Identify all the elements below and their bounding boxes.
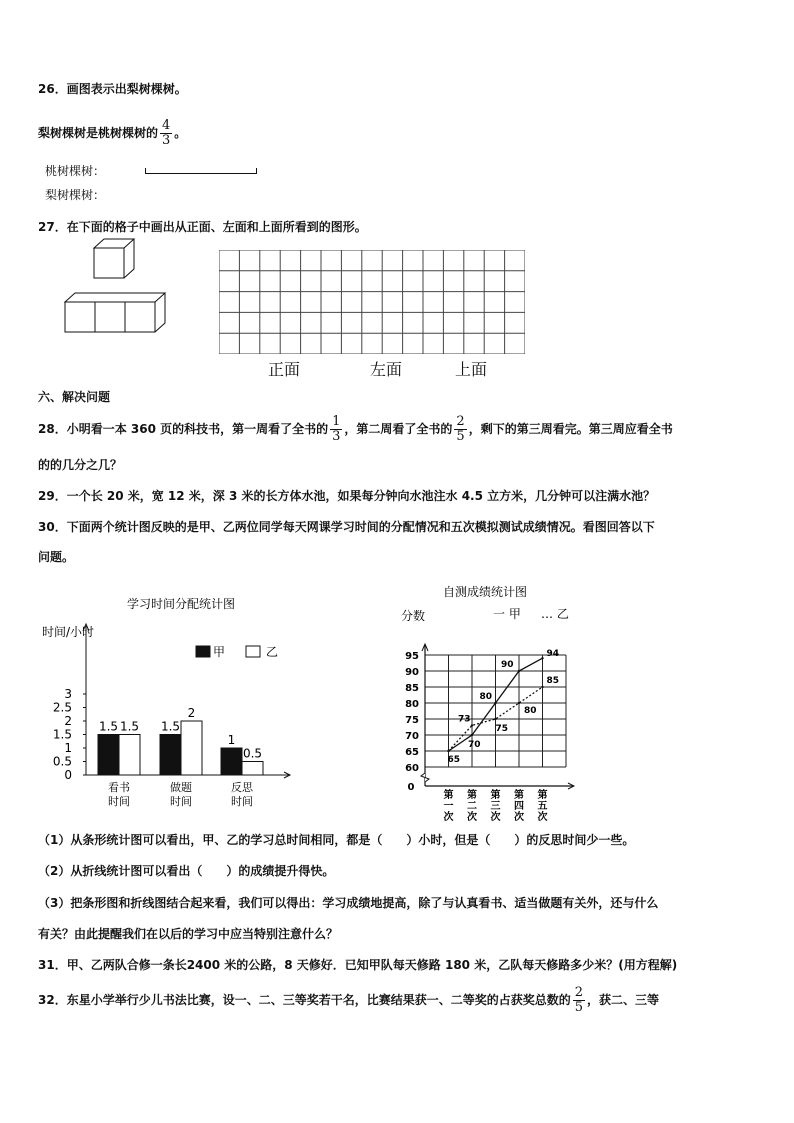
- legend-label-yi: 乙: [266, 645, 279, 659]
- line-y-tick-label: 60: [405, 763, 419, 774]
- grid-label-top: 上面: [455, 360, 488, 379]
- line-point: [518, 702, 520, 704]
- line-origin-label: 0: [407, 782, 415, 793]
- bar-chart-title: 学习时间分配统计图: [126, 597, 236, 611]
- bar-y-tick-label: 2.5: [52, 700, 72, 715]
- line-point-label: 75: [495, 724, 509, 734]
- section-heading: 六、解决问题: [38, 390, 111, 404]
- q30-sub1: （1）从条形统计图可以看出，甲、乙的学习总时间相同，都是（ ）小时，但是（ ）的反思时间少一些。: [38, 833, 635, 847]
- q28-fraction-1: $\frac{1}{3}$: [332, 414, 341, 444]
- q30-sub3-line1: （3）把条形图和折线图结合起来看，我们可以得出：学习成绩地提高，除了与认真看书、适当做题有关外，还与什么: [38, 896, 659, 910]
- bar-value-label: 1.5: [98, 719, 119, 734]
- line-point-label: 70: [468, 740, 481, 750]
- line-chart-ylabel: 分数: [401, 609, 426, 623]
- bar-yi: [181, 721, 202, 775]
- legend-swatch-yi: [246, 646, 260, 657]
- line-point-label: 94: [546, 649, 560, 660]
- line-category-label: 第: [467, 790, 477, 801]
- q26-line-pre: 梨树棵树是桃树棵树的: [38, 126, 159, 140]
- q28-line1: 28．小明看一本 360 页的科技书，第一周看了全书的 $\frac{1}{3}$ ，第二周看了全书的 $\frac{2}{5}$ ，剩下的第三周看完。第三周应看全书: [38, 414, 673, 444]
- bar-y-tick-label: 0.5: [52, 754, 72, 769]
- line-point-label: 85: [546, 676, 560, 686]
- q31-text: 31．甲、乙两队合修一条长2400 米的公路，8 天修好．已知甲队每天修路 180 米，乙队每天修路多少米？(用方程解): [38, 958, 678, 972]
- line-category-label: 一: [443, 801, 454, 812]
- peach-bar-segment: [145, 168, 257, 174]
- line-legend-yi: … 乙: [541, 607, 569, 621]
- line-point: [447, 750, 449, 752]
- bar-y-tick-label: 3: [64, 687, 72, 701]
- bar-chart-legend: [196, 645, 278, 659]
- bar-jia: [98, 735, 119, 776]
- q30-line2: 问题。: [38, 550, 75, 564]
- line-category-label: 三: [490, 801, 501, 812]
- bar-chart-ylabel: 时间/小时: [42, 625, 95, 639]
- bar-y-tick-label: 1: [64, 741, 72, 755]
- q32-line1: 32．东星小学举行少儿书法比赛，设一、二、三等奖若干名，比赛结果获一、二等奖的占获奖总数的 $\frac{2}{5}$ ，获二、三等: [38, 985, 659, 1015]
- line-legend-jia: 一 甲: [493, 607, 521, 621]
- cube-figure: [60, 236, 170, 336]
- grid-label-front: 正面: [268, 360, 301, 379]
- bar-y-tick-label: 1.5: [52, 727, 72, 742]
- q28-line2: 的的几分之几？: [38, 458, 123, 472]
- bar-value-label: 1: [227, 733, 236, 747]
- line-point-label: 65: [447, 755, 461, 765]
- q27-title: 27．在下面的格子中画出从正面、左面和上面所看到的图形。: [38, 220, 367, 234]
- q30-sub2: （2）从折线统计图可以看出（ ）的成绩提升得快。: [38, 864, 335, 878]
- line-category-label: 五: [537, 801, 548, 812]
- q30-line1: 30．下面两个统计图反映的是甲、乙两位同学每天网课学习时间的分配情况和五次模拟测试成绩情况。看图回答以下: [38, 520, 655, 534]
- line-y-tick-label: 75: [405, 715, 419, 726]
- pear-label: 梨树棵树：: [45, 188, 106, 202]
- line-category-label: 次: [467, 812, 477, 823]
- line-category-label: 第: [537, 790, 548, 801]
- line-y-tick-label: 80: [405, 699, 419, 710]
- q28-fraction-2: $\frac{2}{5}$: [456, 414, 465, 444]
- line-category-label: 二: [467, 801, 477, 812]
- line-y-tick-label: 70: [405, 731, 419, 742]
- line-point: [471, 724, 473, 726]
- bar-category-label: 反思: [231, 781, 253, 794]
- line-category-label: 第: [490, 790, 501, 801]
- line-y-tick-label: 95: [405, 651, 419, 662]
- line-chart: [395, 580, 575, 825]
- bar-value-label: 2: [187, 706, 196, 720]
- peach-label: 桃树棵树：: [45, 164, 106, 178]
- line-axis-break: [421, 773, 429, 782]
- bar-value-label: 0.5: [242, 746, 263, 761]
- line-point-label: 80: [479, 692, 493, 702]
- bar-chart: [38, 590, 298, 815]
- line-point: [541, 657, 543, 659]
- line-category-label: 次: [537, 812, 548, 823]
- q26-fraction: $\frac{4}{3}$: [162, 118, 171, 148]
- bar-category-label: 时间: [231, 795, 253, 808]
- grid-label-left: 左面: [370, 360, 403, 379]
- line-category-label: 第: [443, 790, 454, 801]
- line-category-label: 次: [514, 812, 524, 823]
- line-point-label: 80: [524, 706, 537, 716]
- bar-y-tick-label: 0: [64, 768, 72, 782]
- bar-category-label: 时间: [170, 795, 192, 808]
- bar-category-label: 看书: [108, 781, 130, 794]
- line-category-label: 第: [514, 790, 524, 801]
- line-point: [494, 718, 496, 720]
- q26-statement: [38, 114, 186, 152]
- bar-category-label: 做题: [170, 781, 192, 794]
- bar-value-label: 1.5: [119, 719, 140, 734]
- line-y-tick-label: 65: [405, 747, 419, 758]
- q30-sub3-line2: 有关？由此提醒我们在以后的学习中应当特别注意什么？: [38, 927, 339, 941]
- bar-jia: [221, 748, 242, 775]
- q26-line-post: 。: [174, 126, 187, 140]
- line-point-label: 90: [501, 660, 514, 670]
- line-point: [518, 670, 520, 672]
- bar-jia: [160, 735, 181, 776]
- line-category-label: 次: [490, 812, 501, 823]
- bar-y-tick-label: 2: [64, 714, 72, 728]
- line-chart-title: 自测成绩统计图: [442, 585, 528, 599]
- line-point: [471, 734, 473, 736]
- line-point: [494, 702, 496, 704]
- bar-yi: [119, 735, 140, 776]
- line-point-label: 73: [458, 714, 471, 725]
- line-point: [541, 686, 543, 688]
- drawing-grid[interactable]: [219, 250, 525, 354]
- q29-text: 29．一个长 20 米，宽 12 米，深 3 米的长方体水池，如果每分钟向水池注水 4.5 立方米，几分钟可以注满水池？: [38, 489, 656, 503]
- bar-category-label: 时间: [108, 795, 130, 808]
- q26-title: 26．画图表示出梨树棵树。: [38, 82, 187, 96]
- line-y-tick-label: 90: [405, 667, 419, 678]
- bar-value-label: 1.5: [160, 719, 181, 734]
- q32-fraction: $\frac{2}{5}$: [574, 985, 583, 1015]
- bar-yi: [242, 762, 263, 776]
- legend-label-jia: 甲: [213, 645, 226, 659]
- line-category-label: 次: [443, 812, 454, 823]
- legend-swatch-jia: [196, 646, 210, 657]
- line-y-tick-label: 85: [405, 683, 419, 694]
- line-category-label: 四: [514, 801, 524, 812]
